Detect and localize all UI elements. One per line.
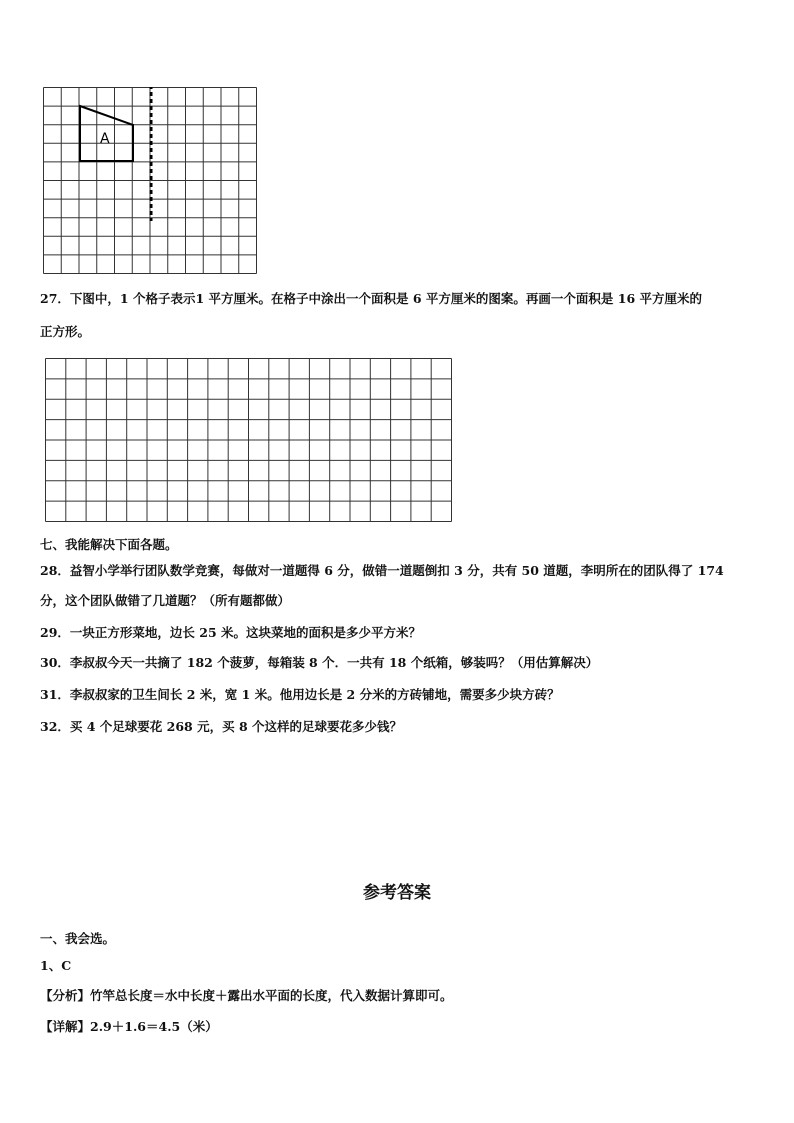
q27-line1: 27．下图中，1 个格子表示1 平方厘米。在格子中涂出一个面积是 6 平方厘米的图案。再画一个面积是 16 平方厘米的 (40, 291, 702, 306)
grid-figure-2 (45, 358, 453, 523)
answer-1: 1、C (40, 958, 72, 973)
grid-1-svg (43, 87, 258, 275)
q27-line2: 正方形。 (40, 324, 91, 339)
grid-figure-1 (43, 87, 258, 275)
q28-line2: 分，这个团队做错了几道题？（所有题都做） (40, 593, 291, 608)
answer-1-detail: 【详解】2.9＋1.6＝4.5（米） (40, 1019, 218, 1034)
q29-text: 29．一块正方形菜地，边长 25 米。这块菜地的面积是多少平方米？ (40, 625, 421, 640)
answers-section1: 一、我会选。 (40, 931, 116, 946)
shape-a-label: A (100, 131, 110, 147)
grid-2-svg (45, 358, 453, 523)
q30-text: 30．李叔叔今天一共摘了 182 个菠萝，每箱装 8 个．一共有 18 个纸箱，够装吗？（用估算解决） (40, 655, 599, 670)
q28-line1: 28．益智小学举行团队数学竞赛，每做对一道题得 6 分，做错一道题倒扣 3 分，共有 50 道题，李明所在的团队得了 174 (40, 563, 724, 578)
q32-text: 32．买 4 个足球要花 268 元，买 8 个这样的足球要花多少钱？ (40, 719, 402, 734)
q31-text: 31．李叔叔家的卫生间长 2 米，宽 1 米。他用边长是 2 分米的方砖铺地，需要多少块方砖？ (40, 687, 560, 702)
section7-heading: 七、我能解决下面各题。 (40, 537, 178, 552)
answer-1-analysis: 【分析】竹竿总长度＝水中长度＋露出水平面的长度，代入数据计算即可。 (40, 988, 453, 1003)
answers-title: 参考答案 (363, 883, 431, 903)
